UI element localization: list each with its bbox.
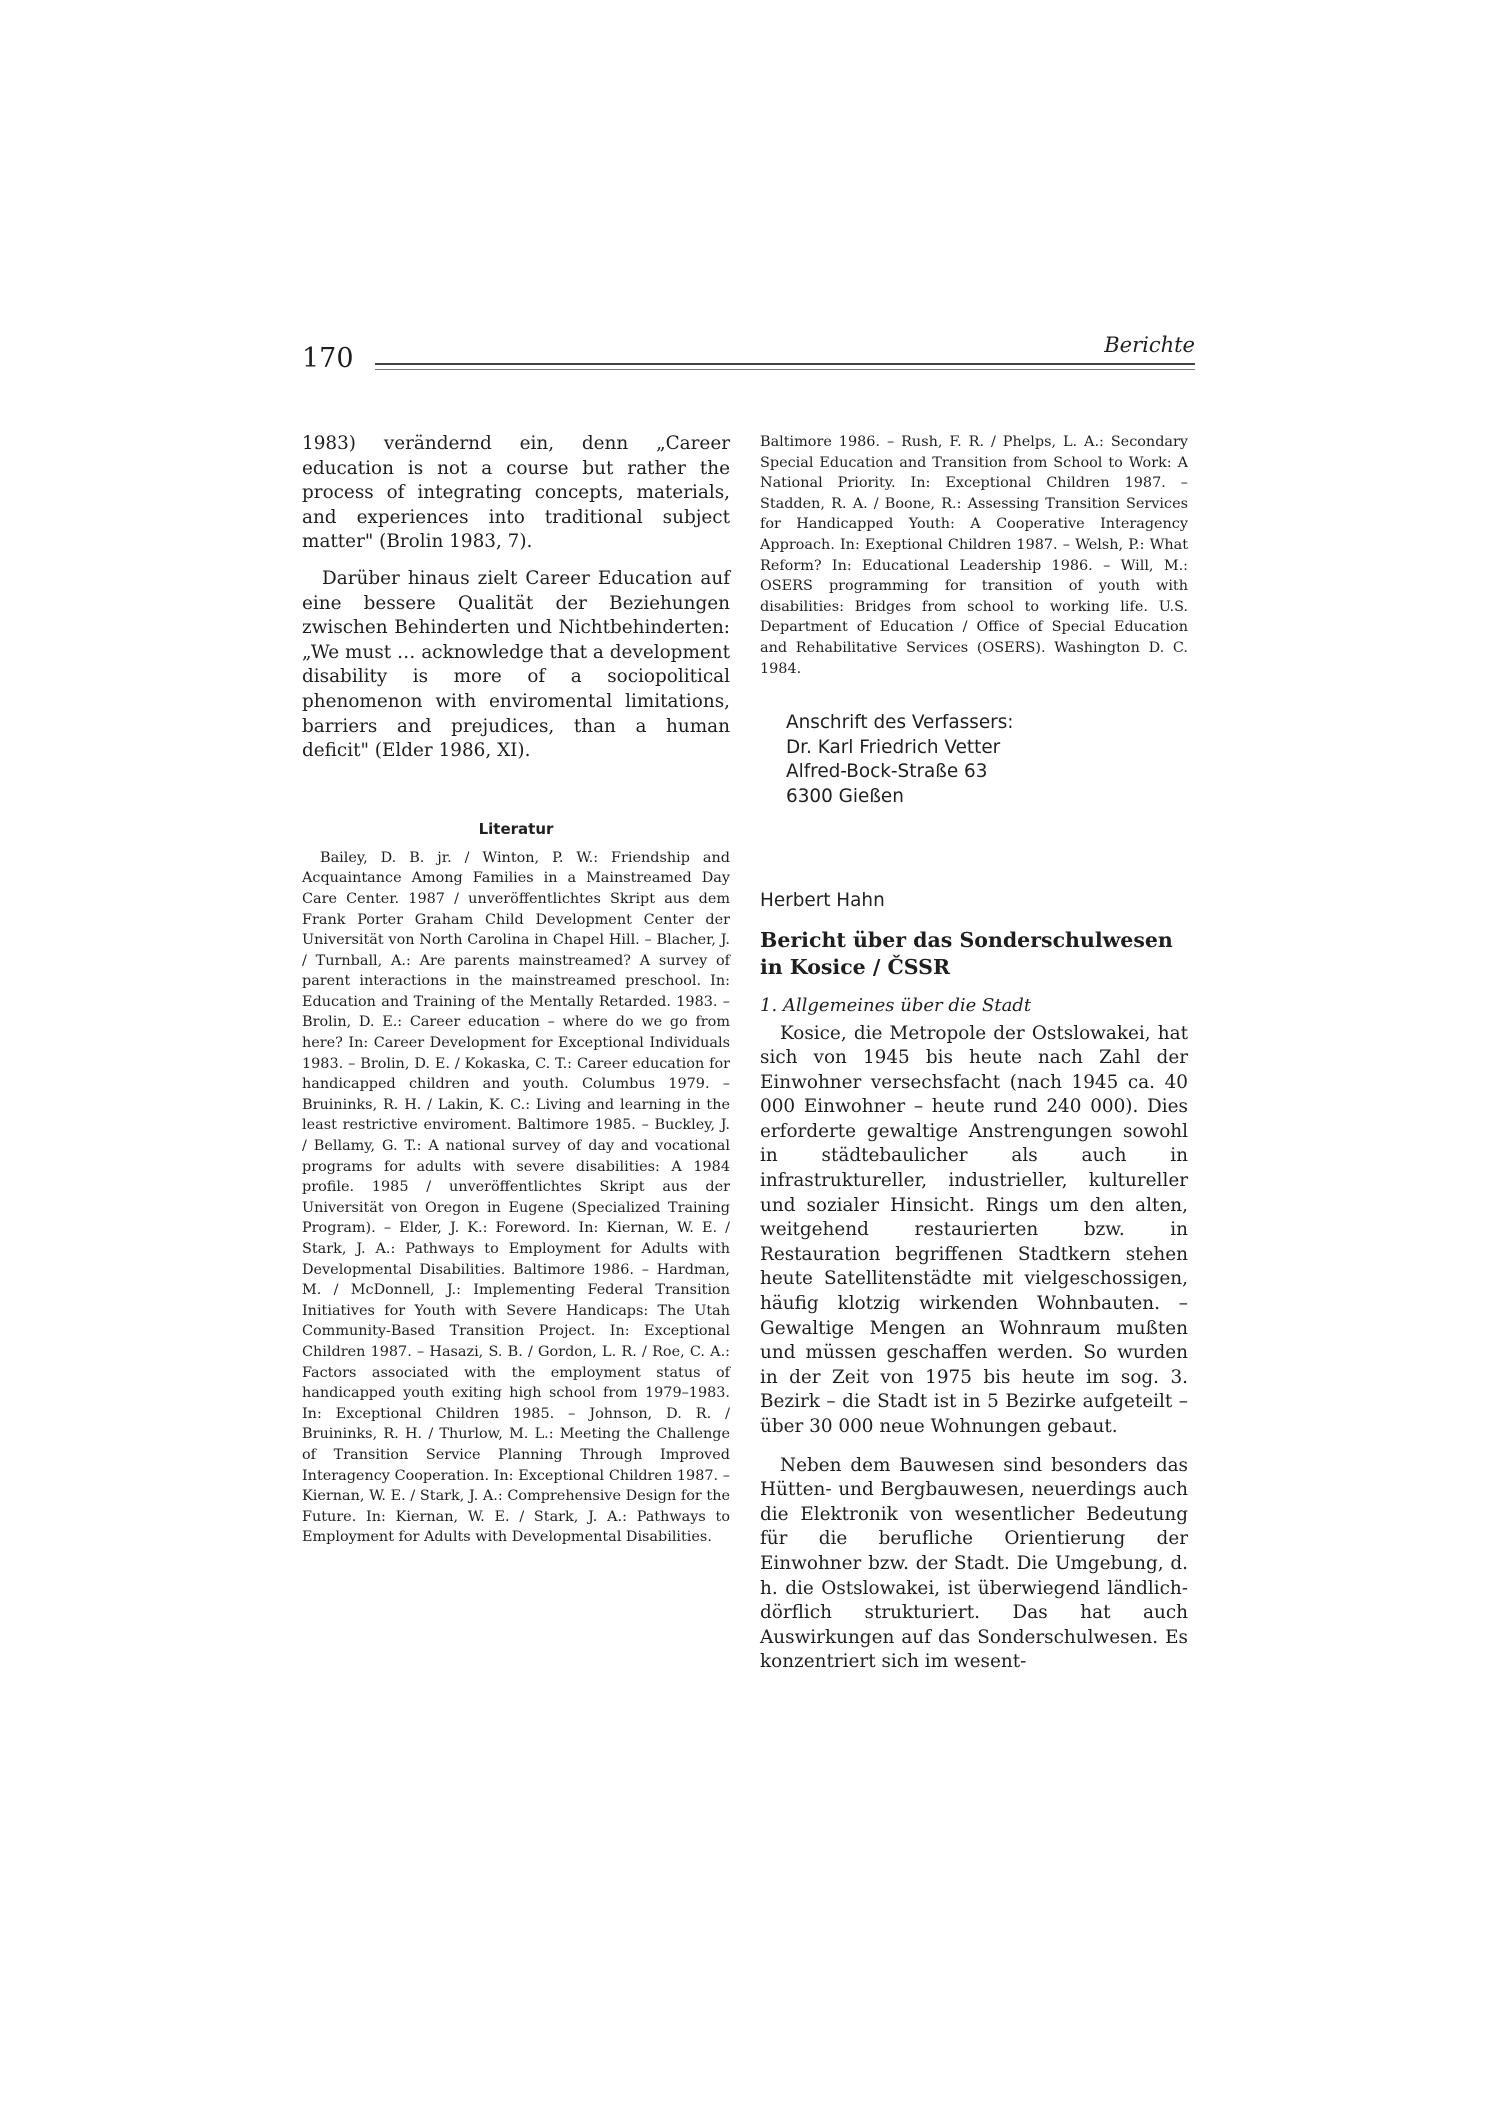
article-author: Herbert Hahn xyxy=(760,889,885,911)
right-column xyxy=(760,432,1188,1675)
article-title: Bericht über das Sonderschulwesen in Kosice / ČSSR xyxy=(760,927,1173,979)
body-paragraph: Darüber hinaus zielt Career Education auf eine bessere Qualität der Beziehungen zwischen Behinderten und Nichtbehinderten: „We must … acknowledge that a development disability is more of a sociopolitical phenomenon with enviromental limitations, barriers and prejudices, than a human deficit" (Elder 1986, XI). xyxy=(302,567,730,762)
address-label: Anschrift des Verfassers: xyxy=(786,712,1014,734)
article-subheading: 1. Allgemeines über die Stadt xyxy=(760,994,1032,1016)
section-title: Berichte xyxy=(1104,333,1195,357)
address-name: Dr. Karl Friedrich Vetter xyxy=(786,736,1001,758)
reference-list-continued: Baltimore 1986. – Rush, F. R. / Phelps, L. A.: Secondary Special Education and Transition from School to Work: A National Priority. In: Exceptional Children 1987. – Stadden, R. A. / Boone, R.: Assessing Transition Services for Handicapped Youth: A Cooperative Interagency Approach. In: Exeptional Children 1987. – Welsh, P.: What Reform? In: Educational Leadership 1986. – Will, M.: OSERS programming for transition of youth with disabilities: Bridges from school to working life. U.S. Department of Education / Office of Special Education and Rehabilitative Services (OSERS). Washington D. C. 1984. xyxy=(760,434,1188,677)
article-paragraph: Kosice, die Metropole der Ostslowakei, hat sich von 1945 bis heute nach Zahl der Einwohner versechsfacht (nach 1945 ca. 40 000 Einwohner – heute rund 240 000). Dies erforderte gewaltige Anstrengungen sowohl in städtebaulicher als auch in infrastruktureller, industrieller, kultureller und sozialer Hinsicht. Rings um den alten, weitgehend restaurierten bzw. in Restauration begriffenen Stadtkern stehen heute Satellitenstädte mit vielgeschossigen, häufig klotzig wirkenden Wohnbauten. – Gewaltige Mengen an Wohnraum mußten und müssen geschaffen werden. So wurden in der Zeit von 1975 bis heute im sog. 3. Bezirk – die Stadt ist in 5 Bezirke aufgeteilt – über 30 000 neue Wohnungen gebaut. xyxy=(760,1022,1188,1437)
header-rule xyxy=(375,363,1195,365)
address-street: Alfred-Bock-Straße 63 xyxy=(786,761,988,783)
header-rule-thin xyxy=(375,369,1195,370)
left-column xyxy=(302,432,730,1548)
literature-heading: Literatur xyxy=(478,819,554,838)
reference-list: Bailey, D. B. jr. / Winton, P. W.: Friendship and Acquaintance Among Families in a Mainstreamed Day Care Center. 1987 / unveröffentlichtes Skript aus dem Frank Porter Graham Child Development Center der Universität von North Carolina in Chapel Hill. – Blacher, J. / Turnball, A.: Are parents mainstreamed? A survey of parent interactions in the mainstreamed preschool. In: Education and Training of the Mentally Retarded. 1983. – Brolin, D. E.: Career education – where do we go from here? In: Career Development for Exceptional Individuals 1983. – Brolin, D. E. / Kokaska, C. T.: Career education for handicapped children and youth. Columbus 1979. – Bruininks, R. H. / Lakin, K. C.: Living and learning in the least restrictive enviroment. Baltimore 1985. – Buckley, J. / Bellamy, G. T.: A national survey of day and vocational programs for adults with severe disabilities: A 1984 profile. 1985 / unveröffentlichtes Skript aus der Universität von Oregon in Eugene (Specialized Training Program). – Elder, J. K.: Foreword. In: Kiernan, W. E. / Stark, J. A.: Pathways to Employment for Adults with Developmental Disabilities. Baltimore 1986. – Hardman, M. / McDonnell, J.: Implementing Federal Transition Initiatives for Youth with Severe Handicaps: The Utah Community-Based Transition Project. In: Exceptional Children 1987. – Hasazi, S. B. / Gordon, L. R. / Roe, C. A.: Factors associated with the employment status of handicapped youth exiting high school from 1979–1983. In: Exceptional Children 1985. – Johnson, D. R. / Bruininks, R. H. / Thurlow, M. L.: Meeting the Challenge of Transition Service Planning Through Improved Interagency Cooperation. In: Exceptional Children 1987. – Kiernan, W. E. / Stark, J. A.: Comprehensive Design for the Future. In: Kiernan, W. E. / Stark, J. A.: Pathways to Employment for Adults with Developmental Disabilities. xyxy=(302,849,730,1546)
address-city: 6300 Gießen xyxy=(786,785,904,807)
body-paragraph: 1983) verändernd ein, denn „Career education is not a course but rather the process of integrating concepts, materials, and experiences into traditional subject matter" (Brolin 1983, 7). xyxy=(302,433,730,553)
article-paragraph: Neben dem Bauwesen sind besonders das Hütten- und Bergbauwesen, neuerdings auch die Elektronik von wesentlicher Bedeutung für die berufliche Orientierung der Einwohner bzw. der Stadt. Die Umgebung, d. h. die Ostslowakei, ist überwiegend ländlich-dörflich strukturiert. Das hat auch Auswirkungen auf das Sonderschulwesen. Es konzentriert sich im wesent- xyxy=(760,1454,1188,1673)
author-address xyxy=(786,711,1188,809)
page-number: 170 xyxy=(302,343,354,374)
